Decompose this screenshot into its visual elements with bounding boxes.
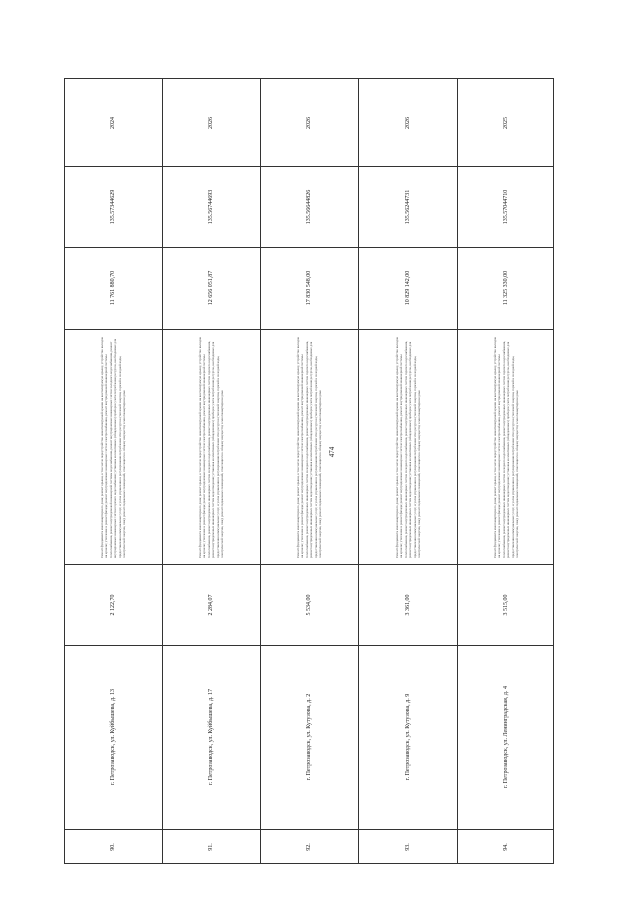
- area-cell: 5 534,00: [306, 594, 312, 616]
- cost-cell: 11 325 330,00: [503, 270, 509, 306]
- row-divider: [65, 645, 553, 646]
- area-cell: 3 361,00: [405, 594, 411, 616]
- row-number: 92.: [306, 843, 312, 851]
- row-number: 90.: [110, 843, 116, 851]
- works-description: Ремонт фундамента многоквартирного дома; ремонт крыши, в том числе переустройство невентилируемой крыши на вентилируемую крышу, устройство выходов на кровлю; утепление и ремонт фасада; ремонт внутридомовых инженерных систем электроснабжения, ремонт внутридомовой инженерной системы теплоснабжения, ремонт внутридомовой инженерной системы водоснабжения, ремонт внутридомовых инженерных систем холодного водоснабжения, ремонт внутридомовых инженерных систем горячего водоснабжения; установка коллективных (общедомовых) приборов учета потребления ресурсов, необходимых для предоставления коммунальных услуг, и узлов управления и регулирования потребления этих ресурсов (тепловой энергии, горячей и холодной воды, электрической энергии, газа); ремонт подвальных помещений, относящихся к общему имуществу в многоквартирном доме: [99, 336, 126, 558]
- works-description: Ремонт фундамента многоквартирного дома; ремонт крыши, в том числе переустройство невентилируемой крыши на вентилируемую крышу, устройство выходов на кровлю; утепление и ремонт фасада; ремонт внутридомовых инженерных систем электроснабжения, ремонт внутридомовой инженерной системы теплоснабжения, ремонт внутридомовых инженерных систем холодного водоснабжения, ремонт внутридомовых инженерных систем горячего водоснабжения, ремонт внутридомовых инженерных систем водоотведения; установка коллективных (общедомовых) приборов учета потребления ресурсов, необходимых для предоставления коммунальных услуг, и узлов управления и регулирования потребления этих ресурсов (тепловой энергии, горячей и холодной воды, электрической энергии, газа); ремонт подвальных помещений, относящихся к общему имуществу в многоквартирном доме: [197, 336, 224, 558]
- column-divider: [260, 79, 261, 863]
- address-cell: г. Петрозаводск, ул. Кутузова, д. 2: [306, 693, 312, 781]
- works-table: [64, 78, 554, 864]
- row-number: 94.: [503, 843, 509, 851]
- code-cell: 135.57344629: [110, 189, 116, 225]
- row-divider: [65, 166, 553, 167]
- address-cell: г. Петрозаводск, ул. Куйбышева, д. 13: [110, 688, 116, 786]
- cost-cell: 12 656 051,87: [208, 270, 214, 306]
- page-number: 474: [328, 446, 336, 458]
- year-cell: 2024: [110, 117, 116, 129]
- code-cell: 135.57044710: [503, 189, 509, 225]
- row-divider: [65, 564, 553, 565]
- column-divider: [457, 79, 458, 863]
- column-divider: [162, 79, 163, 863]
- cost-cell: 11 761 880,70: [110, 270, 116, 306]
- area-cell: 3 515,00: [503, 594, 509, 616]
- code-cell: 135.56644826: [306, 189, 312, 225]
- row-divider: [65, 329, 553, 330]
- address-cell: г. Петрозаводск, ул. Куйбышева, д. 17: [208, 688, 214, 786]
- year-cell: 2026: [405, 117, 411, 129]
- row-number: 91.: [208, 843, 214, 851]
- area-cell: 2 122,70: [110, 594, 116, 616]
- works-description: Ремонт фундамента многоквартирного дома; ремонт крыши, в том числе переустройство невентилируемой крыши на вентилируемую крышу, устройство выходов на кровлю; утепление и ремонт фасада; ремонт внутридомовых инженерных систем электроснабжения, ремонт внутридомовой инженерной системы теплоснабжения, ремонт внутридомовых инженерных систем холодного водоснабжения, ремонт внутридомовых инженерных систем горячего водоснабжения, ремонт внутридомовых инженерных систем водоотведения; установка коллективных (общедомовых) приборов учета потребления ресурсов, необходимых для предоставления коммунальных услуг, и узлов управления и регулирования потребления этих ресурсов (тепловой энергии, горячей и холодной воды, электрической энергии, газа); ремонт подвальных помещений, относящихся к общему имуществу в многоквартирном доме: [394, 336, 421, 558]
- cost-cell: 10 829 142,00: [405, 270, 411, 306]
- row-divider: [65, 247, 553, 248]
- area-cell: 2 284,07: [208, 594, 214, 616]
- works-description: Ремонт фундамента многоквартирного дома; ремонт крыши, в том числе переустройство невентилируемой крыши на вентилируемую крышу, устройство выходов на кровлю; утепление и ремонт фасада; ремонт внутридомовых инженерных систем электроснабжения, ремонт внутридомовой инженерной системы теплоснабжения, ремонт внутридомовых инженерных систем холодного водоснабжения, ремонт внутридомовых инженерных систем горячего водоснабжения, ремонт внутридомовых инженерных систем водоотведения; установка коллективных (общедомовых) приборов учета потребления ресурсов, необходимых для предоставления коммунальных услуг, и узлов управления и регулирования потребления этих ресурсов (тепловой энергии, горячей и холодной воды, электрической энергии, газа); ремонт подвальных помещений, относящихся к общему имуществу в многоквартирном доме: [295, 336, 322, 558]
- row-number: 93.: [405, 843, 411, 851]
- year-cell: 2025: [503, 117, 509, 129]
- address-cell: г. Петрозаводск, ул. Ленинградская, д. 4: [503, 686, 509, 788]
- code-cell: 135.56744693: [208, 189, 214, 225]
- works-description: Ремонт фундамента многоквартирного дома; ремонт крыши, в том числе переустройство невентилируемой крыши на вентилируемую крышу, устройство выходов на кровлю; утепление и ремонт фасада; ремонт внутридомовых инженерных систем электроснабжения, ремонт внутридомовой инженерной системы теплоснабжения, ремонт внутридомовых инженерных систем холодного водоснабжения, ремонт внутридомовых инженерных систем горячего водоснабжения, ремонт внутридомовых инженерных систем водоотведения; установка коллективных (общедомовых) приборов учета потребления ресурсов, необходимых для предоставления коммунальных услуг, и узлов управления и регулирования потребления этих ресурсов (тепловой энергии, горячей и холодной воды, электрической энергии, газа); ремонт подвальных помещений, относящихся к общему имуществу в многоквартирном доме: [492, 336, 519, 558]
- code-cell: 135.56244731: [405, 189, 411, 225]
- row-divider: [65, 829, 553, 830]
- year-cell: 2026: [306, 117, 312, 129]
- year-cell: 2026: [208, 117, 214, 129]
- address-cell: г. Петрозаводск, ул. Кутузова, д. 9: [405, 693, 411, 781]
- cost-cell: 17 830 548,00: [306, 270, 312, 306]
- column-divider: [358, 79, 359, 863]
